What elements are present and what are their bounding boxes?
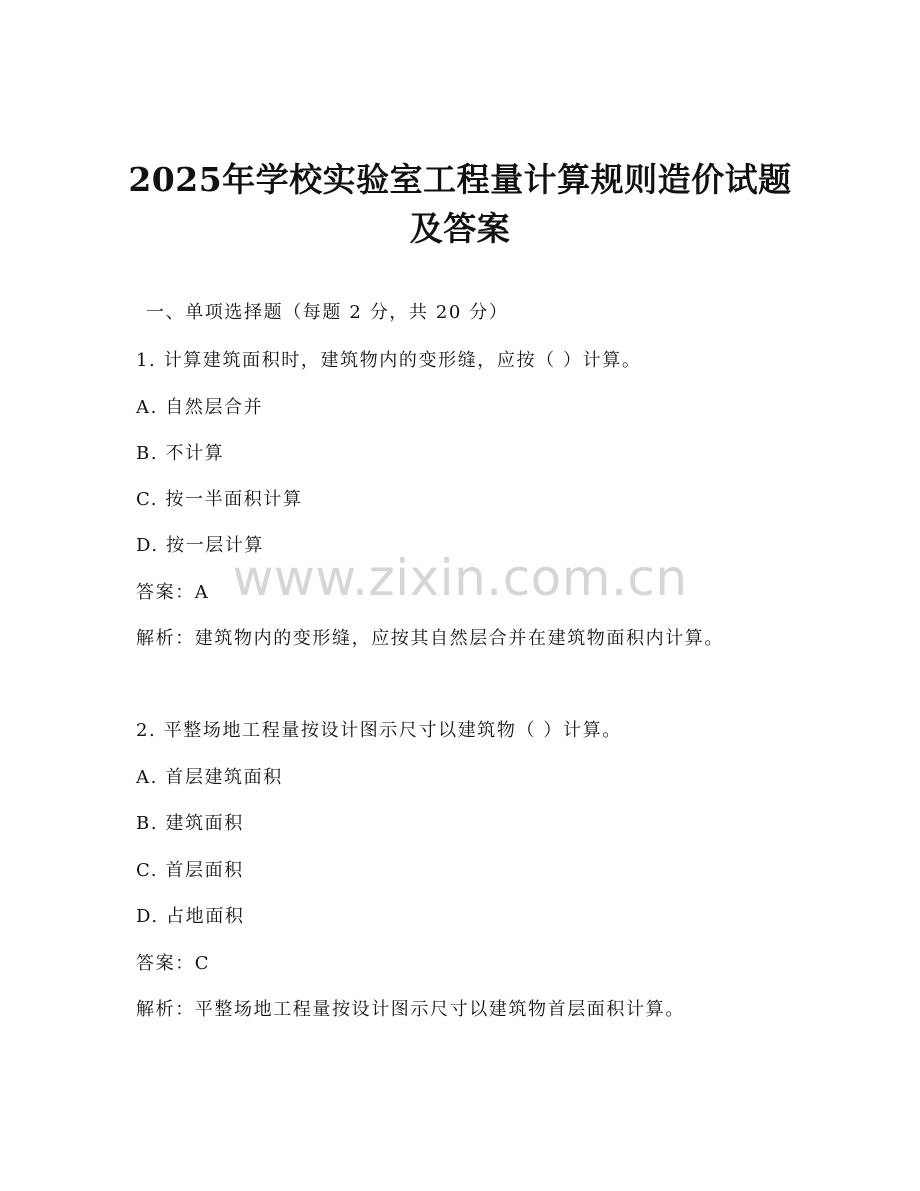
option-c: C. 首层面积 xyxy=(136,860,244,881)
answer: 答案：A xyxy=(136,582,210,603)
answer: 答案：C xyxy=(136,953,211,974)
question-stem: 2. 平整场地工程量按设计图示尺寸以建筑物（ ）计算。 xyxy=(136,720,622,741)
option-b: B. 不计算 xyxy=(136,443,225,464)
option-d: D. 按一层计算 xyxy=(136,535,265,556)
option-b: B. 建筑面积 xyxy=(136,813,244,834)
option-c: C. 按一半面积计算 xyxy=(136,489,303,510)
document-title-line2: 及答案 xyxy=(409,209,511,248)
explanation: 解析：建筑物内的变形缝，应按其自然层合并在建筑物面积内计算。 xyxy=(136,628,724,649)
watermark: www.zixin.com.cn xyxy=(232,549,688,607)
explanation: 解析：平整场地工程量按设计图示尺寸以建筑物首层面积计算。 xyxy=(136,999,685,1020)
option-a: A. 首层建筑面积 xyxy=(136,767,283,788)
option-d: D. 占地面积 xyxy=(136,906,245,927)
question-stem: 1. 计算建筑面积时，建筑物内的变形缝，应按（ ）计算。 xyxy=(136,350,642,371)
document-title-line1: 2025年学校实验室工程量计算规则造价试题 xyxy=(128,160,792,199)
section-heading: 一、单项选择题（每题 2 分，共 20 分） xyxy=(146,302,509,323)
option-a: A. 自然层合并 xyxy=(136,397,264,418)
